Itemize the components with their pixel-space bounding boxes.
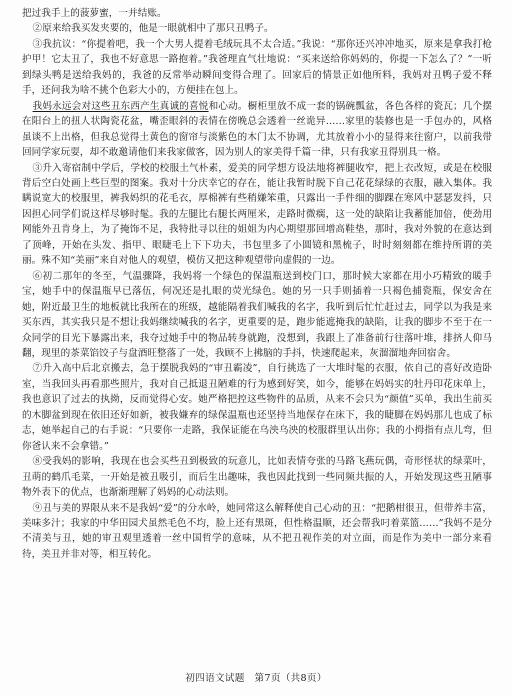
paragraph-4 xyxy=(22,99,492,161)
paragraph-7: ⑦升入高中后北京搬去，急于摆脱我妈的“审丑霸凌”，自行挑选了一大堆时髦的衣服，依自己的喜好改造卧室，当我回头再看那些照片，我对自己抵退丑陋难的行为感到好笑，如今，能够在妈妈实的牡丹印花床单上，我也意识了过去的执拗，反而觉得心安。她严格把控这些物件的品质，从来不会只为“颜值”买单，我出生前买的木脚盆到现在依旧还好如新，被我嫌弃的绿保温瓶也还坚持当地保存在床下，我的睫脚在妈妈那儿也成了标志，她举起自己的右手说：“只要你一走路，我保证能在乌泱乌泱的校服群里认出你；我的小拇指有点儿弯，但你爸认来不会拿错。” xyxy=(22,363,492,452)
paragraph-8: ⑧受我妈的影响，我现在也会买些丑到极致的玩意儿，比如表情夸张的马路飞燕玩偶，奇形怪状的绿菜叶，丑萌的鹤爪毛菜，一开始是被丑吸引，而后生出趣味，我也因此找到一些同频共振的人，开始发现这些丑陋事物外表下的优点，也渐渐理解了妈妈的心动法则。 xyxy=(22,456,492,499)
paragraph-continued: 把过我手上的菠萝蜜，一并结账。 xyxy=(22,8,167,19)
paragraph-6: ⑥初二那年的冬至，气温骤降，我妈将一个绿色的保温瓶送到校门口，那时候大家都在用小巧精致的暖手宝，她手中的保温瓶早已落伍，何况还是扎眼的荧光绿色。她的另一只手则插着一只褐色捕瓷瓶，保安舍在她，附近最卫生的地板就比我所在的班级，越能隔着我们喊我的名字，我听到后忙忙赶过去，同学以为我是来买东西，其实我只是不想让我妈继续喊我的名字，更重要的是，跑步能遮掩我的缺陷，让我的脚步不至于在一众同学的目光下暴露出来，我夺过她手中的物品转身就跑，没想到，我跟上了准备前行往落叶堆，排挤人仰马翻，现里的茶菜馅饺子与盘酒旺整落了一处，我顾不上拂脑的手抖，快速爬起来，灰溜溜地奔回宿舍。 xyxy=(22,270,492,359)
paragraph-5: ③升入寄宿制中学后，学校的校服土气朴素，爱美的同学想方设法地将裤腿收窄，把上衣改短，或是在校服背后空白处画上些巨型的图案。我对十分庆幸它的存在，能让我暂时脱下自己花花绿绿的衣服，融入集体。我瞒说宽大的校服里，裤我妈织的花毛衣，厚棉裤有些稍嫌笨重，只露出一手件细的脚踝在寒风中瑟瑟发抖，只因担心同学们说这样尽够时髦。我的左腿比右腿长两厘米，走路时微瘸，这一处的缺陷让我蓄能加倍，使劲用网能外丑肯身上，为了掩饰不足，我特批寻以往的姐姐为内心期望那回增高鞋垫，那时，我对外貌的在意达到了顶峰，开始在头发、指甲、眼睫毛上下下功夫，书包里多了小圆镜和黑梳子，时时刻刻都在维持所谓的美丽。殊不知“美丽”来自对他人的观望，模仿又把这种观望带向虚假的一边。 xyxy=(22,162,492,267)
paragraph-2: ②原来给我买发夹要的，他是一眼就相中了那只丑鸭子。 xyxy=(32,23,274,35)
underlined-sentence: 我妈永远会对这些丑东西产生真诚的喜悦 xyxy=(32,100,209,112)
page-content xyxy=(22,6,492,562)
page-footer: 初四语文试题 第7页（共8页） xyxy=(185,673,327,684)
paragraph-3: ③我抗议：“你提着吧，我一个大男人提着毛绒玩具不太合适。”我说：“那你还兴冲冲地买，原来是拿我打枪护甲！它太丑了，我也不好意思一路抱着。”我爸理直气壮地说：“买来送给你妈妈的，你提一下怎么了？”一听到绿头鸭是送给我妈的，我爸的反常举动瞬间变得合理了。回家后的情景正如他所料，我妈对丑鸭子爱不释手，还问我为啥不挑个色彩大小的，方便挂在包上。 xyxy=(22,38,492,97)
paragraph-4-rest: 和心动。橱柜里放不成一套的锅碗瓢盆，各色各样的瓷瓦；几个摆在阳台上的扭人状陶瓷花盆，嘴歪眼斜的表情在傍晚总会透着一丝诡异……家里的装修也是一手包办的，风格虽谈不上出格，但我总觉得土黄色的窗帘与淡紫色的木门太不协调，尤其放着小小的显得来往窗户，以前我带回同学家玩耍，却不敢邀请他们来我家做客，因为别人的家美得千篇一律，只有我家丑得别具一格。 xyxy=(22,100,492,159)
paragraph-9: ⑨丑与美的界限从来不是我妈“爱”的分水岭，她同常这么解释使自己心动的丑：“把鹅柑很丑，但带养丰富，美味多汁；我家的中华田园犬虽然毛色不均，脸上还有黑斑，但性格温顺，还会帮我叼着菜篮……”我妈不是分不清美与丑，她的审丑观里透着一丝中国哲学的意味，从不把丑视作美的对立面，而是作为美中一部分来看待，美丑并非对等，相互转化。 xyxy=(22,502,492,560)
